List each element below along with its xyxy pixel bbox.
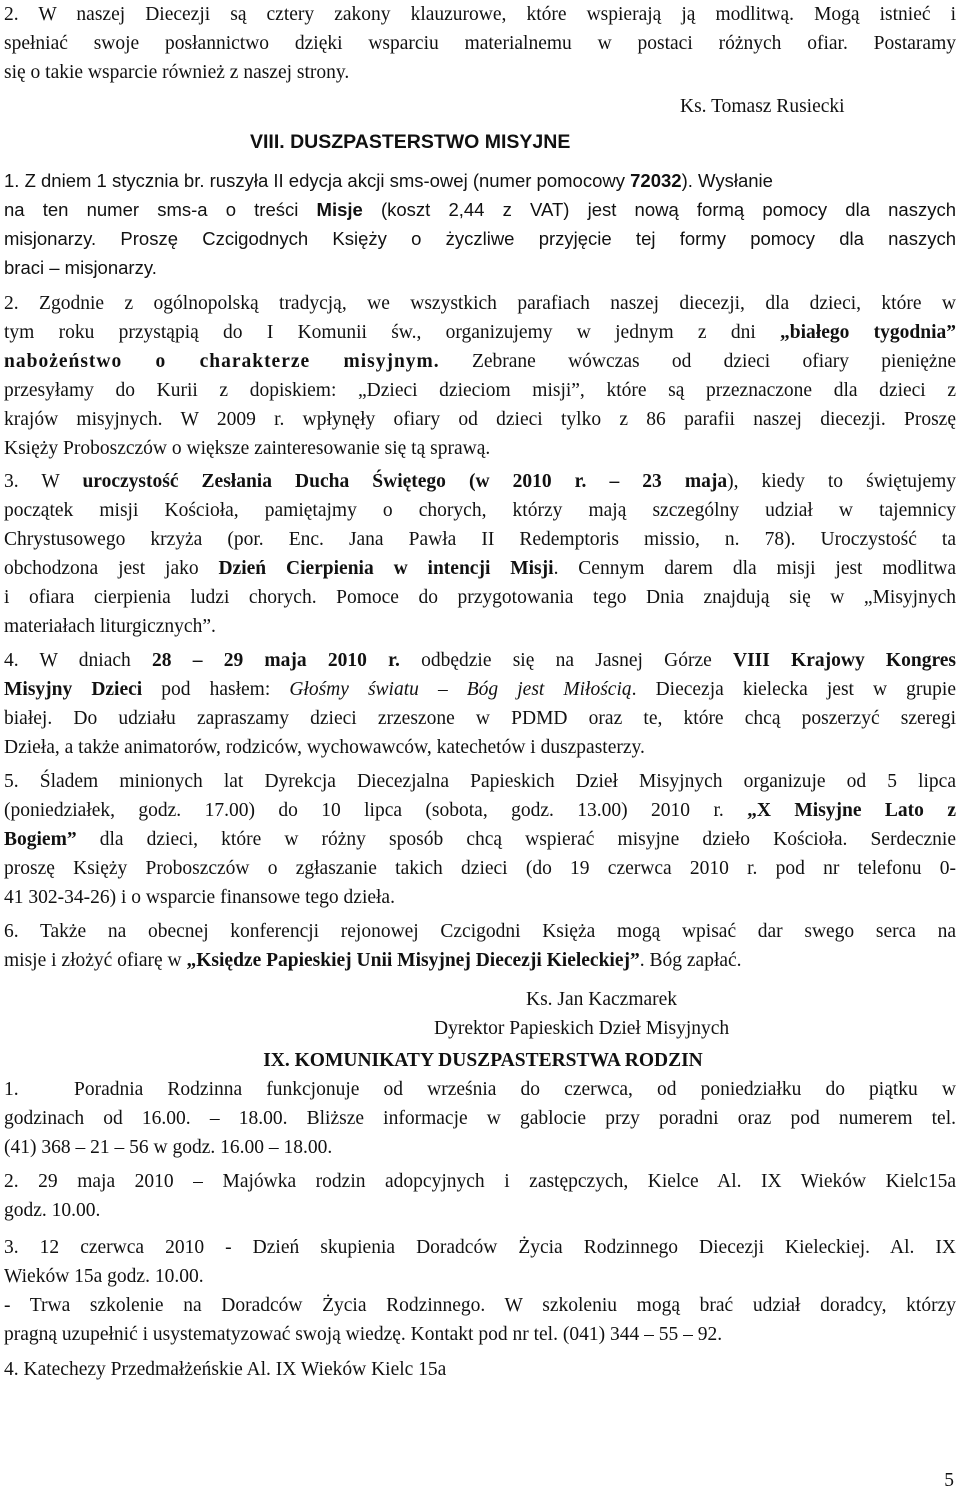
paragraph-line: na ten numer sms-a o treści Misje (koszt 2,44 z VAT) jest nową formą pomocy dla naszych [4,199,957,220]
paragraph-line: obchodzona jest jako Dzień Cierpienia w intencji Misji. Cennym darem dla misji jest modlitwa [4,558,956,579]
paragraph-line: proszę Księży Proboszczów o zgłaszanie takich dzieci (do 19 czerwca 2010 r. pod nr telefonu 0- [4,858,956,879]
paragraph-line: (poniedziałek, godz. 17.00) do 10 lipca (sobota, godz. 13.00) 2010 r. „X Misyjne Lato z [4,800,956,821]
paragraph-line: misjonarzy. Proszę Czcigodnych Księży o życzliwe przyjęcie tej formy pomocy dla naszych [4,228,956,249]
paragraph-line: braci – misjonarzy. [4,257,157,278]
paragraph-line: krajów misyjnych. W 2009 r. wpłynęły ofiary od dzieci tylko z 86 parafii naszej diecezji. Proszę [4,409,956,430]
paragraph-line: początek misji Kościoła, pamiętajmy o chorych, którzy mają szczególny udział w tajemnicy [4,500,956,521]
list-item-line: godz. 10.00. [4,1200,101,1221]
paragraph-line: misje i złożyć ofiarę w „Księdze Papieskiej Unii Misyjnej Diecezji Kieleckiej”. Bóg zapłać. [4,950,742,971]
paragraph-line: Misyjny Dzieci pod hasłem: Głośmy światu – Bóg jest Miłością. Diecezja kielecka jest w grupie [4,679,956,700]
signature-rusiecki: Ks. Tomasz Rusiecki [680,96,845,117]
list-item-line: godzinach od 16.00. – 18.00. Bliższe informacje w gablocie przy poradni oraz pod numerem tel. [4,1108,956,1129]
paragraph-line: białej. Do udziału zapraszamy dzieci zrzeszone w PDMD oraz te, które chcą poszerzyć szeregi [4,708,956,729]
paragraph-line: materiałach liturgicznych”. [4,616,216,637]
paragraph-line: Bogiem” dla dzieci, które w różny sposób chcą wspierać misyjne dzieło Kościoła. Serdecznie [4,829,956,850]
paragraph-line: spełniać swoje posłannictwo dzięki wsparciu materialnemu w postaci różnych ofiar. Postaramy [4,33,956,54]
list-item-line: - Trwa szkolenie na Doradców Życia Rodzinnego. W szkoleniu mogą brać udział doradcy, którzy [4,1295,956,1316]
paragraph-line: 2. W naszej Diecezji są cztery zakony klauzurowe, które wspierają ją modlitwą. Mogą istnieć i [4,4,956,25]
signature-title: Dyrektor Papieskich Dzieł Misyjnych [434,1018,730,1039]
paragraph-line: nabożeństwo o charakterze misyjnym. Zebrane wówczas od dzieci ofiary pieniężne [4,351,956,372]
section-heading-ix: IX. KOMUNIKATY DUSZPASTERSTWA RODZIN [263,1050,703,1071]
paragraph-line: 1. Z dniem 1 stycznia br. ruszyła II edycja akcji sms-owej (numer pomocowy 72032). Wysłanie [4,170,773,191]
list-item-line: 2. 29 maja 2010 – Majówka rodzin adopcyjnych i zastępczych, Kielce Al. IX Wieków Kielc15a [4,1171,956,1192]
signature-kaczmarek: Ks. Jan Kaczmarek [526,989,678,1010]
list-item-line: 1. Poradnia Rodzinna funkcjonuje od września do czerwca, od poniedziałku do piątku w [4,1079,956,1100]
page-number: 5 [944,1470,954,1491]
section-heading-viii: VIII. DUSZPASTERSTWO MISYJNE [250,131,571,153]
paragraph-line: Księży Proboszczów o większe zainteresowanie się tą sprawą. [4,438,491,459]
paragraph-line: i ofiara cierpienia ludzi chorych. Pomoce do przygotowania tego Dnia znajdują się w „Misyjnych [4,587,956,608]
paragraph-line: przesyłamy do Kurii z dopiskiem: „Dzieci dzieciom misji”, które są przeznaczone dla dzieci z [4,380,956,401]
paragraph-line: Chrystusowego krzyża (por. Enc. Jana Pawła II Redemptoris missio, n. 78). Uroczystość ta [4,529,956,550]
paragraph-line: 3. W uroczystość Zesłania Ducha Świętego (w 2010 r. – 23 maja), kiedy to świętujemy [4,471,957,492]
paragraph-line: 2. Zgodnie z ogólnopolską tradycją, we wszystkich parafiach naszej diecezji, dla dzieci, które w [4,293,956,314]
paragraph-line: 6. Także na obecnej konferencji rejonowej Czcigodni Księża mogą wpisać dar swego serca na [4,921,956,942]
paragraph-line: 41 302-34-26) i o wsparcie finansowe tego dzieła. [4,887,395,908]
paragraph-line: 5. Śladem minionych lat Dyrekcja Diecezjalna Papieskich Dzieł Misyjnych organizuje od 5 lipca [4,771,956,792]
paragraph-line: tym roku przystąpią do I Komunii św., organizujemy w jednym z dni „białego tygodnia” [4,322,957,343]
list-item-line: (41) 368 – 21 – 56 w godz. 16.00 – 18.00. [4,1137,333,1158]
paragraph-line: się o takie wsparcie również z naszej strony. [4,62,350,83]
list-item-line: pragną uzupełnić i usystematyzować swoją wiedzę. Kontakt pod nr tel. (041) 344 – 55 – 92. [4,1324,723,1345]
paragraph-line: 4. W dniach 28 – 29 maja 2010 r. odbędzie się na Jasnej Górze VIII Krajowy Kongres [4,650,956,671]
list-item-line: 3. 12 czerwca 2010 - Dzień skupienia Doradców Życia Rodzinnego Diecezji Kieleckiej. Al. IX [4,1237,956,1258]
paragraph-line: Dzieła, a także animatorów, rodziców, wychowawców, katechetów i duszpasterzy. [4,737,645,758]
list-item-line: 4. Katechezy Przedmałżeńskie Al. IX Wieków Kielc 15a [4,1359,447,1380]
list-item-line: Wieków 15a godz. 10.00. [4,1266,204,1287]
